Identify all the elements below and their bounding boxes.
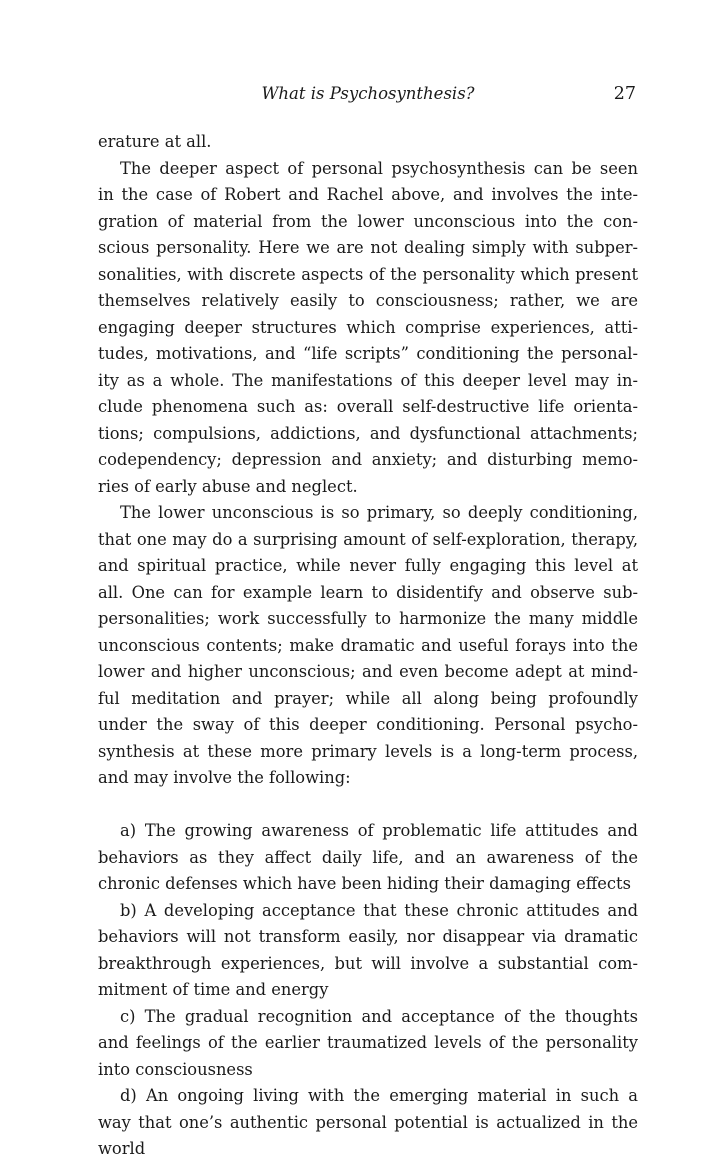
text-line: The lower unconscious is so primary, so deeply conditioning, (120, 503, 638, 522)
text-line: synthesis at these more primary levels is a long-term process, (98, 741, 638, 761)
running-title: What is Psychosynthesis? (261, 84, 475, 103)
text-line: scious personality. Here we are not dealing simply with subper- (98, 238, 638, 257)
text-line: under the sway of this deeper conditioning. Personal psycho- (98, 715, 638, 734)
page-number: 27 (613, 84, 636, 104)
text-line: ity as a whole. The manifestations of this deeper level may in- (98, 370, 638, 390)
list-item-line: into consciousness (98, 1059, 253, 1079)
list-item-line: b) A developing acceptance that these chronic attitudes and (120, 900, 638, 920)
body-text (98, 129, 638, 1163)
text-line: tions; compulsions, addictions, and dysfunctional attachments; (98, 423, 638, 443)
list-item-line: behaviors as they affect daily life, and an awareness of the (98, 847, 638, 867)
list-item-line: breakthrough experiences, but will involve a substantial com- (98, 953, 638, 973)
list-item-line: way that one’s authentic personal potential is actualized in the (98, 1112, 638, 1132)
text-line: gration of material from the lower unconscious into the con- (98, 211, 638, 231)
text-line: engaging deeper structures which comprise experiences, atti- (98, 317, 638, 337)
text-line: clude phenomena such as: overall self-destructive life orienta- (98, 397, 638, 416)
text-line: ries of early abuse and neglect. (98, 476, 358, 496)
list-item-line: chronic defenses which have been hiding their damaging effects (98, 874, 631, 893)
text-line: themselves relatively easily to consciousness; rather, we are (98, 291, 638, 310)
text-line: all. One can for example learn to disidentify and observe sub- (98, 582, 638, 602)
text-line: erature at all. (98, 132, 212, 151)
text-line: unconscious contents; make dramatic and useful forays into the (98, 635, 638, 655)
text-line: and spiritual practice, while never fully engaging this level at (98, 556, 638, 575)
text-line: in the case of Robert and Rachel above, and involves the inte- (98, 185, 638, 204)
text-line: The deeper aspect of personal psychosynthesis can be seen (120, 158, 638, 178)
list-item-line: behaviors will not transform easily, nor disappear via dramatic (98, 927, 638, 946)
page-header (98, 82, 638, 108)
text-line: personalities; work successfully to harmonize the many middle (98, 609, 638, 628)
list-item-line: a) The growing awareness of problematic life attitudes and (120, 821, 638, 840)
text-line: tudes, motivations, and “life scripts” conditioning the personal- (98, 344, 638, 363)
list-item-line: c) The gradual recognition and acceptance of the thoughts (120, 1006, 638, 1026)
list-item-line: world (98, 1139, 146, 1158)
text-line: sonalities, with discrete aspects of the personality which present (98, 264, 638, 284)
list-item-line: mitment of time and energy (98, 980, 329, 999)
text-line: ful meditation and prayer; while all along being profoundly (98, 688, 638, 708)
list-item-line: d) An ongoing living with the emerging material in such a (120, 1086, 638, 1105)
list-item-line: and feelings of the earlier traumatized levels of the personality (98, 1033, 638, 1052)
text-line: lower and higher unconscious; and even become adept at mind- (98, 662, 638, 681)
text-line: that one may do a surprising amount of self-exploration, therapy, (98, 529, 638, 549)
paragraph-spacer (98, 792, 638, 819)
text-line: codependency; depression and anxiety; and disturbing memo- (98, 450, 638, 469)
text-line: and may involve the following: (98, 768, 351, 787)
